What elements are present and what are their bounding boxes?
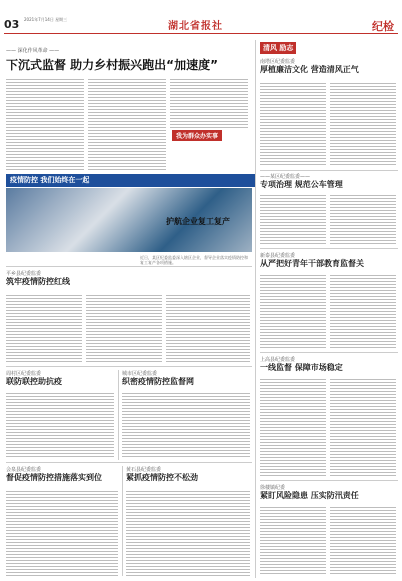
factory-photo [6, 188, 252, 252]
divider [122, 466, 123, 576]
page-date: 2021年7月14日 星期三 [24, 17, 68, 22]
lead-story-col-2 [88, 78, 166, 170]
story-text [330, 82, 396, 166]
lead-story-col-3 [170, 78, 248, 130]
story-title: 联防联控助抗疫 [6, 377, 62, 386]
story-text [166, 294, 250, 362]
column-divider [255, 40, 256, 578]
story-no-relaxing [126, 466, 250, 483]
story-text [330, 506, 396, 576]
story-text [260, 194, 326, 244]
story-market [260, 356, 398, 373]
story-text [330, 378, 396, 476]
story-clean-culture [260, 58, 398, 75]
service-ribbon: 我为群众办实事 [172, 130, 222, 141]
story-text [260, 378, 326, 476]
story-kicker: 黄石县纪委监委 [126, 467, 162, 473]
story-title: 一线监督 保障市场稳定 [260, 363, 343, 372]
story-kicker: 南塔区纪委监委 [260, 59, 296, 65]
separator [260, 480, 398, 481]
story-kicker: ——某区纪委监委—— [260, 174, 311, 180]
story-flood [260, 484, 398, 501]
separator [260, 170, 398, 171]
separator [260, 248, 398, 249]
story-text [260, 506, 326, 576]
separator [260, 352, 398, 353]
story-title: 专项治理 规范公车管理 [260, 180, 343, 189]
story-title: 筑牢疫情防控红线 [6, 277, 70, 286]
separator [6, 366, 252, 367]
story-text [122, 392, 250, 458]
story-kicker: 徐楼镇纪委 [260, 485, 286, 491]
story-title: 紧盯风险隐患 压实防汛责任 [260, 491, 359, 500]
page-number: 03 [4, 18, 20, 31]
story-kicker: 会泉县纪委监委 [6, 467, 42, 473]
separator [6, 462, 252, 463]
divider [118, 370, 119, 460]
story-measures [6, 466, 116, 483]
story-fortify [6, 270, 252, 287]
story-supervision-net [122, 370, 250, 387]
story-joint-control [6, 370, 84, 387]
story-kicker: 周村区纪委监委 [6, 371, 42, 377]
story-text [6, 392, 114, 458]
story-text [330, 274, 396, 348]
headline-text: 下沉式监督 助力乡村振兴跑出“加速度” [6, 58, 218, 72]
story-text [86, 294, 162, 362]
page-header [0, 0, 402, 36]
story-text [260, 82, 326, 166]
story-text [330, 194, 396, 244]
story-title: 厚植廉洁文化 营造清风正气 [260, 65, 359, 74]
story-kicker: 城市区纪委监委 [122, 371, 158, 377]
story-vehicle [260, 173, 398, 190]
header-rule [4, 33, 398, 34]
separator [6, 266, 252, 267]
story-title: 从严把好青年干部教育监督关 [260, 259, 364, 268]
photo-title: 护航企业复工复产 [166, 217, 230, 226]
photo-banner: 疫情防控 我们始终在一起 [6, 174, 256, 187]
clean-wind-tag: 清风 励志 [260, 42, 296, 54]
lead-story-col-1 [6, 78, 84, 170]
story-title: 紧抓疫情防控不松劲 [126, 473, 198, 482]
lead-story-headline [6, 58, 251, 72]
story-title: 织密疫情防控监督网 [122, 377, 194, 386]
newspaper-logo: 湖北省报社 [168, 21, 223, 32]
story-text [6, 294, 82, 362]
kicker-text: —— 深化作风革命 —— [6, 48, 60, 54]
section-name: 纪检 [372, 20, 394, 33]
story-young-cadres [260, 252, 398, 269]
story-text [6, 490, 118, 576]
photo-caption: 近日，某区纪委监委深入辖区企业，督导企业落实疫情防控和复工复产各项措施。 [140, 255, 248, 265]
story-kicker: 平乡县纪委监委 [6, 271, 42, 277]
story-text [126, 490, 250, 576]
story-kicker: 新泰县纪委监委 [260, 253, 296, 259]
lead-story-kicker [6, 47, 246, 55]
story-text [260, 274, 326, 348]
story-kicker: 上高县纪委监委 [260, 357, 296, 363]
story-title: 督促疫情防控措施落实到位 [6, 473, 102, 482]
